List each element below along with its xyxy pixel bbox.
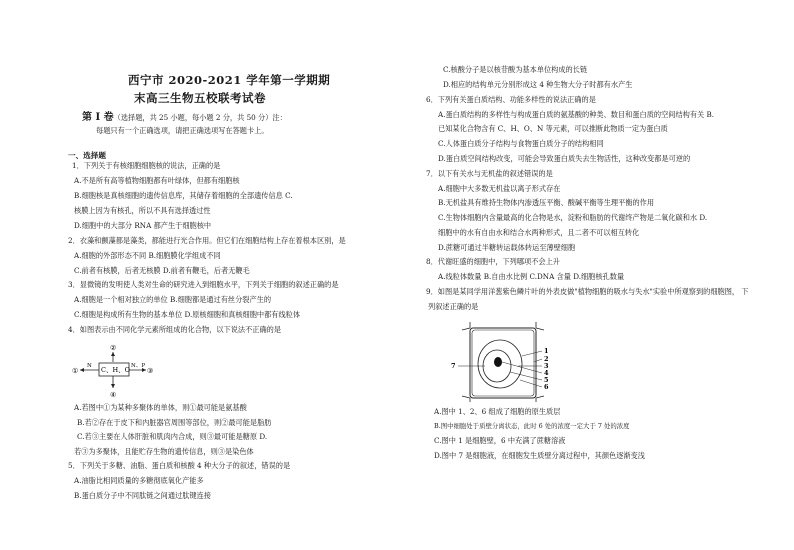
cell-label-1: 1 — [544, 347, 549, 355]
q5-stem: 5．下列关于多糖、油脂、蛋白质和核酸 4 种大分子的叙述，错误的是 — [68, 461, 291, 470]
page-title-line2: 末高三生物五校联考试卷 — [134, 91, 266, 105]
q6-option-c: C.人体蛋白质分子结构与食物蛋白质分子的结构相同 — [438, 139, 604, 148]
cell-label-2: 2 — [544, 355, 549, 363]
nucleus — [494, 357, 502, 367]
part1-instruction: 每题只有一个正确选项，请把正确选项写在答题卡上。 — [96, 126, 269, 135]
q9-option-a: A.图中 1、2、6 组成了细胞的原生质层 — [434, 407, 561, 416]
plant-cell-diagram — [448, 322, 558, 402]
q6-stem: 6．下列有关蛋白质结构、功能多样性的说法正确的是 — [426, 95, 596, 104]
q7-option-a: A.细胞中大多数无机盐以离子形式存在 — [438, 184, 561, 193]
q1-option-b: B.细胞核是真核细胞的遗传信息库，其储存着细胞的全部遗传信息 C. — [74, 191, 293, 200]
q8-stem: 8．代谢旺盛的细胞中，下列哪项不会上升 — [426, 257, 560, 266]
q5-option-b: B.蛋白质分子中不同肽链之间通过肽键连接 — [74, 491, 211, 500]
q4-option-a: A.若图中①为某种多聚体的单体，则①最可能是氨基酸 — [74, 403, 247, 412]
q8-options: A.线粒体数量 B.自由水比例 C.DNA 含量 D.细胞核孔数量 — [438, 272, 625, 281]
q2-options-cd: C.前者有核膜，后者无核膜 D.前者有鞭毛，后者无鞭毛 — [74, 266, 250, 275]
q3-options-ab: A.细胞是一个相对独立的单位 B.细胞都是通过有丝分裂产生的 — [74, 295, 272, 304]
q5-option-d: D.相应的结构单元分别形成这 4 种生物大分子时都有水产生 — [443, 80, 633, 89]
page-title-line1: 西宁市 2020-2021 学年第一学期期 — [128, 73, 331, 87]
q5-option-a: A.油脂比相同质量的多糖彻底氧化产能多 — [74, 476, 204, 485]
q7-stem: 7．以下有关水与无机盐的叙述错误的是 — [426, 169, 553, 178]
q4-option-d: 若③为多聚体，且能贮存生物的遗传信息，则③是染色体 — [74, 447, 254, 456]
section-heading: 一、选择题 — [68, 151, 106, 160]
cell-label-6: 6 — [544, 383, 549, 391]
q4-option-b: B.若②存在于皮下和内脏器官周围等部位，则②最可能是脂肪 — [77, 418, 272, 427]
cell-label-5: 5 — [544, 376, 549, 384]
q3-options-cd: C.细胞是构成所有生物的基本单位 D.原核细胞和真核细胞中都有线粒体 — [74, 310, 301, 319]
q9-stem: 9．如图是某同学用洋葱紫色鳞片叶的外表皮做"植物细胞的吸水与失水"实验中所观察到的细胞图， 下 — [426, 287, 749, 296]
q7-option-c: C.生物体细胞内含量最高的化合物是水，淀粉和脂肪的代谢终产物是二氧化碳和水 D. — [438, 213, 708, 222]
center-elements: C、H、O — [101, 366, 130, 374]
diagram-label-2: ② — [110, 344, 117, 352]
q6-option-b: 已知某化合物含有 C、H、O、N 等元素，可以推断此物质一定为蛋白质 — [438, 124, 668, 133]
cell-label-7: 7 — [451, 362, 456, 370]
q7-option-d: 细胞中的水有自由水和结合水两种形式，且二者不可以相互转化 — [438, 228, 640, 237]
arrow-left-head — [80, 368, 84, 372]
diagram-label-4: ④ — [110, 391, 117, 399]
diagram-element-left: N — [87, 363, 92, 369]
arrow-down-head — [111, 384, 115, 388]
q2-stem: 2．衣藻和颤藻都是藻类，都能进行光合作用。但它们在细胞结构上存在着根本区别，是 — [68, 236, 346, 245]
arrow-up-head — [111, 352, 115, 356]
q7-option-e: D.蔗糖可通过半糖转运载体转运至薄壁细胞 — [438, 243, 576, 252]
q4-stem: 4．如图表示由不同化学元素所组成的化合物，以下说法不正确的是 — [68, 325, 282, 334]
q1-stem: 1．下列关于有核细胞细胞核的说法，正确的是 — [72, 161, 221, 170]
q5-option-c: C.核酸分子是以核苷酸为基本单位构成的长链 — [443, 65, 588, 74]
q1-option-d: D.细胞中的大部分 RNA 都产生于细胞核中 — [74, 221, 212, 230]
q9-option-d: D.图中 7 是细胞液，在细胞发生质壁分离过程中，其颜色逐渐变浅 — [434, 451, 645, 460]
q9-option-c: C.图中 1 是细胞壁，6 中充满了蔗糖溶液 — [434, 436, 566, 445]
part1-note: （选择题，共 25 小题，每小题 2 分，共 50 分） — [113, 113, 273, 122]
diagram-element-right: N、P — [131, 363, 146, 369]
cell-label-3: 3 — [544, 362, 549, 370]
part1-note-suffix: 注： — [272, 113, 287, 122]
q9-option-b: B.图中细胞处于质壁分离状态，此时 6 处的浓度一定大于 7 处的浓度 — [434, 422, 630, 430]
q6-option-a: A.蛋白质结构的多样性与构成蛋白质的氨基酸的种类、数目和蛋白质的空间结构有关 B. — [438, 110, 715, 119]
cell-label-4: 4 — [544, 369, 549, 377]
q2-options-ab: A.细胞的外部形态不同 B.细胞膜化学组成不同 — [74, 251, 221, 260]
q3-stem: 3．显微镜的发明使人类对生命的研究进入到细胞水平，下列关于细胞的叙述正确的是 — [68, 280, 339, 289]
q1-option-a: A.不是所有高等植物细胞都有叶绿体，但都有细胞核 — [74, 176, 240, 185]
element-composition-diagram — [70, 342, 180, 400]
q4-option-c: C.若③主要在人体肝脏和肌肉内合成，则③最可能是糖原 D. — [77, 432, 268, 441]
q9-stem-cont: 列叙述正确的是 — [428, 302, 479, 311]
q1-option-c: 核膜上因为有核孔，所以不具有选择透过性 — [74, 206, 211, 215]
q7-option-b: B.无机盐具有维持生物体内渗透压平衡、酸碱平衡等生理平衡的作用 — [438, 198, 655, 207]
diagram-label-3: ③ — [147, 367, 154, 375]
diagram-label-1: ① — [72, 367, 79, 375]
part1-heading: 第 I 卷 — [82, 112, 114, 123]
part1-header — [82, 113, 287, 122]
q6-option-d: D.蛋白质空间结构改变，可能会导致蛋白质失去生物活性，这种改变都是可逆的 — [438, 154, 691, 163]
neighbor-cell-walls — [462, 322, 544, 402]
